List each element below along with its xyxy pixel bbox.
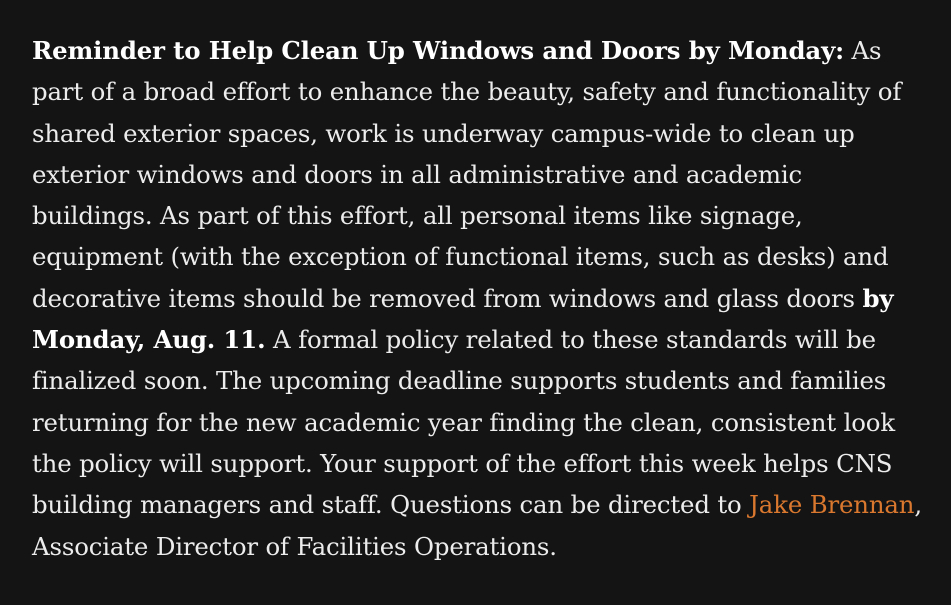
announcement-paragraph <box>32 30 927 567</box>
announcement-body-3: , Associate Director of Facilities Operations. <box>32 490 922 561</box>
contact-link[interactable]: Jake Brennan <box>749 490 915 520</box>
announcement-body-2: A formal policy related to these standards will be finalized soon. The upcoming deadline supports students and families returning for the new academic year finding the clean, consistent look the policy will support. Your support of the effort this week helps CNS building managers and staff. Questions can be directed to <box>32 325 895 520</box>
announcement-heading: Reminder to Help Clean Up Windows and Doors by Monday: <box>32 36 844 65</box>
announcement-body-1: As part of a broad effort to enhance the beauty, safety and functionality of shared exterior spaces, work is underway campus-wide to clean up exterior windows and doors in all administrative and academic buildings. As part of this effort, all personal items like signage, equipment (with the exception of functional items, such as desks) and decorative items should be removed from windows and glass doors <box>32 36 902 313</box>
deadline-text: by Monday, Aug. 11. <box>32 283 894 355</box>
